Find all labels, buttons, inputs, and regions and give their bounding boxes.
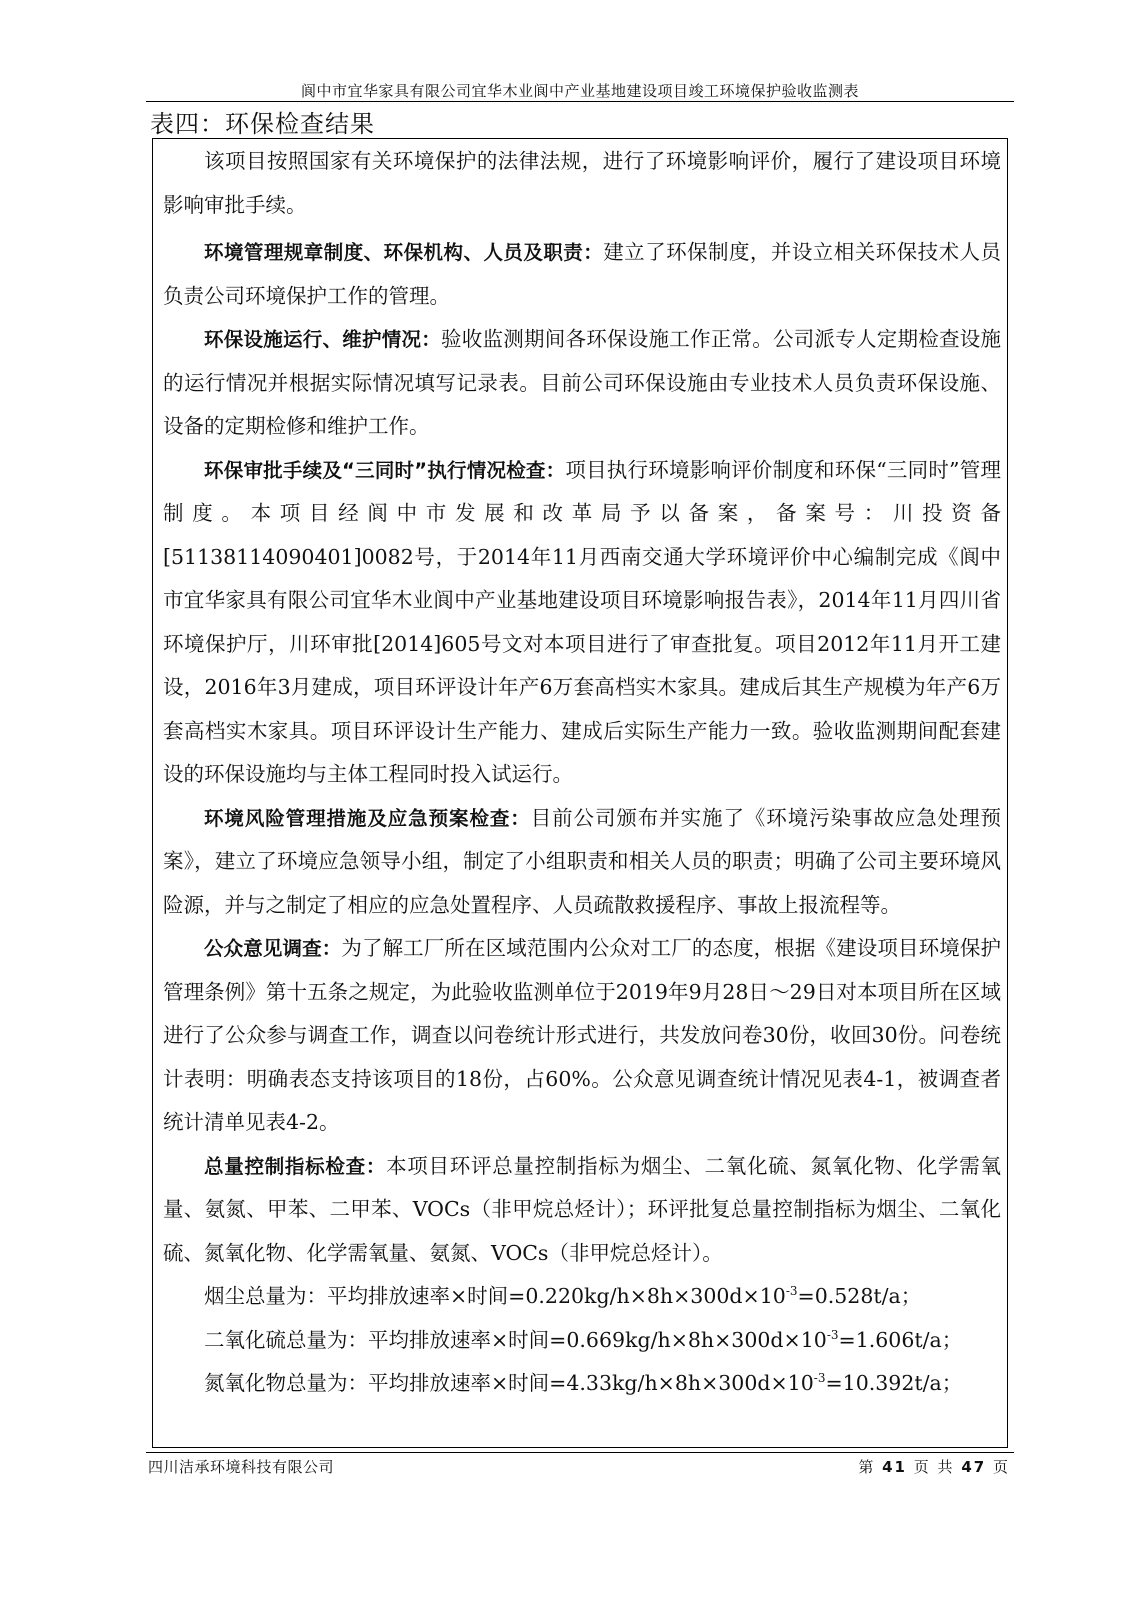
section-risk [163, 797, 1001, 928]
footer-divider [146, 1452, 1014, 1453]
formula-dust-result: =0.528t/a； [797, 1284, 922, 1308]
section-management [163, 231, 1001, 318]
footer-company: 四川洁承环境科技有限公司 [148, 1458, 335, 1476]
formula-so2-exponent: -3 [826, 1327, 839, 1342]
section-facilities [163, 318, 1001, 449]
section-risk-heading: 环境风险管理措施及应急预案检查： [204, 806, 531, 830]
page-number [858, 1456, 1010, 1477]
section-facilities-heading: 环保设施运行、维护情况： [204, 328, 441, 351]
section-management-text: 建立了环保制度，并设立相关环保技术人员负责公司环境保护工作的管理。 [163, 240, 1001, 308]
section-total-control [163, 1145, 1001, 1276]
page-label-post: 页 [992, 1458, 1010, 1476]
header-divider [146, 101, 1014, 102]
formula-nox-exponent: -3 [813, 1371, 826, 1386]
formula-so2-result: =1.606t/a； [838, 1327, 963, 1352]
intro-paragraph: 该项目按照国家有关环境保护的法律法规，进行了环境影响评价，履行了建设项目环境影响审批手续。 [163, 149, 1001, 217]
page-label-pre: 第 [858, 1458, 876, 1476]
formula-dust [163, 1275, 1001, 1319]
section-public-survey-text: 为了解工厂所在区域范围内公众对工厂的态度，根据《建设项目环境保护管理条例》第十五条之规定，为此验收监测单位于2019年9月28日～29日对本项目所在区域进行了公众参与调查工作，调查以问卷统计形式进行，共发放问卷30份，收回30份。问卷统计表明：明确表态支持该项目的18份，占60%。公众意见调查统计情况见表4-1，被调查者统计清单见表4-2。 [163, 936, 1001, 1134]
formula-so2-main: 二氧化硫总量为：平均排放速率×时间=0.669kg/h×8h×300d×10 [204, 1327, 827, 1352]
formula-dust-main: 烟尘总量为：平均排放速率×时间=0.220kg/h×8h×300d×10 [204, 1284, 786, 1308]
results-content [163, 140, 1001, 1406]
page-current: 41 [882, 1458, 907, 1476]
page-label-mid: 页 共 [913, 1458, 955, 1476]
page-header: 阆中市宜华家具有限公司宜华木业阆中产业基地建设项目竣工环境保护验收监测表 [300, 82, 859, 100]
section-approval [163, 449, 1001, 797]
section-total-control-heading: 总量控制指标检查： [204, 1154, 387, 1178]
section-public-survey [163, 927, 1001, 1145]
formula-dust-exponent: -3 [785, 1284, 798, 1299]
section-risk-text: 目前公司颁布并实施了《环境污染事故应急处理预案》，建立了环境应急领导小组，制定了小组职责和相关人员的职责；明确了公司主要环境风险源，并与之制定了相应的应急处置程序、人员疏散救援程序、事故上报流程等。 [163, 805, 1001, 917]
formula-nox [163, 1362, 1001, 1406]
section-facilities-text: 验收监测期间各环保设施工作正常。公司派专人定期检查设施的运行情况并根据实际情况填写记录表。目前公司环保设施由专业技术人员负责环保设施、设备的定期检修和维护工作。 [163, 327, 1001, 438]
formula-so2 [163, 1319, 1001, 1363]
page-total: 47 [961, 1458, 987, 1476]
section-total-control-text: 本项目环评总量控制指标为烟尘、二氧化硫、氮氧化物、化学需氧量、氨氮、甲苯、二甲苯、VOCs（非甲烷总烃计）；环评批复总量控制指标为烟尘、二氧化硫、氮氧化物、化学需氧量、氨氮、VOCs（非甲烷总烃计）。 [163, 1153, 1001, 1265]
section-approval-heading: 环保审批手续及“三同时”执行情况检查： [204, 458, 566, 482]
section-public-survey-heading: 公众意见调查： [204, 937, 342, 960]
section-approval-text: 项目执行环境影响评价制度和环保“三同时”管理制度。本项目经阆中市发展和改革局予以备案，备案号：川投资备[51138114090401]0082号，于2014年11月西南交通大学环境评价中心编制完成《阆中市宜华家具有限公司宜华木业阆中产业基地建设项目环境影响报告表》，2014年11月四川省环境保护厅，川环审批[2014]605号文对本项目进行了审查批复。项目2012年11月开工建设，2016年3月建成，项目环评设计年产6万套高档实木家具。建成后其生产规模为年产6万套高档实木家具。项目环评设计生产能力、建成后实际生产能力一致。验收监测期间配套建设的环保设施均与主体工程同时投入试运行。 [163, 457, 1001, 786]
table-title: 表四：环保检查结果 [150, 110, 375, 138]
section-management-heading: 环境管理规章制度、环保机构、人员及职责： [204, 241, 604, 264]
formula-nox-main: 氮氧化物总量为：平均排放速率×时间=4.33kg/h×8h×300d×10 [204, 1371, 814, 1395]
formula-nox-result: =10.392t/a； [825, 1371, 963, 1395]
